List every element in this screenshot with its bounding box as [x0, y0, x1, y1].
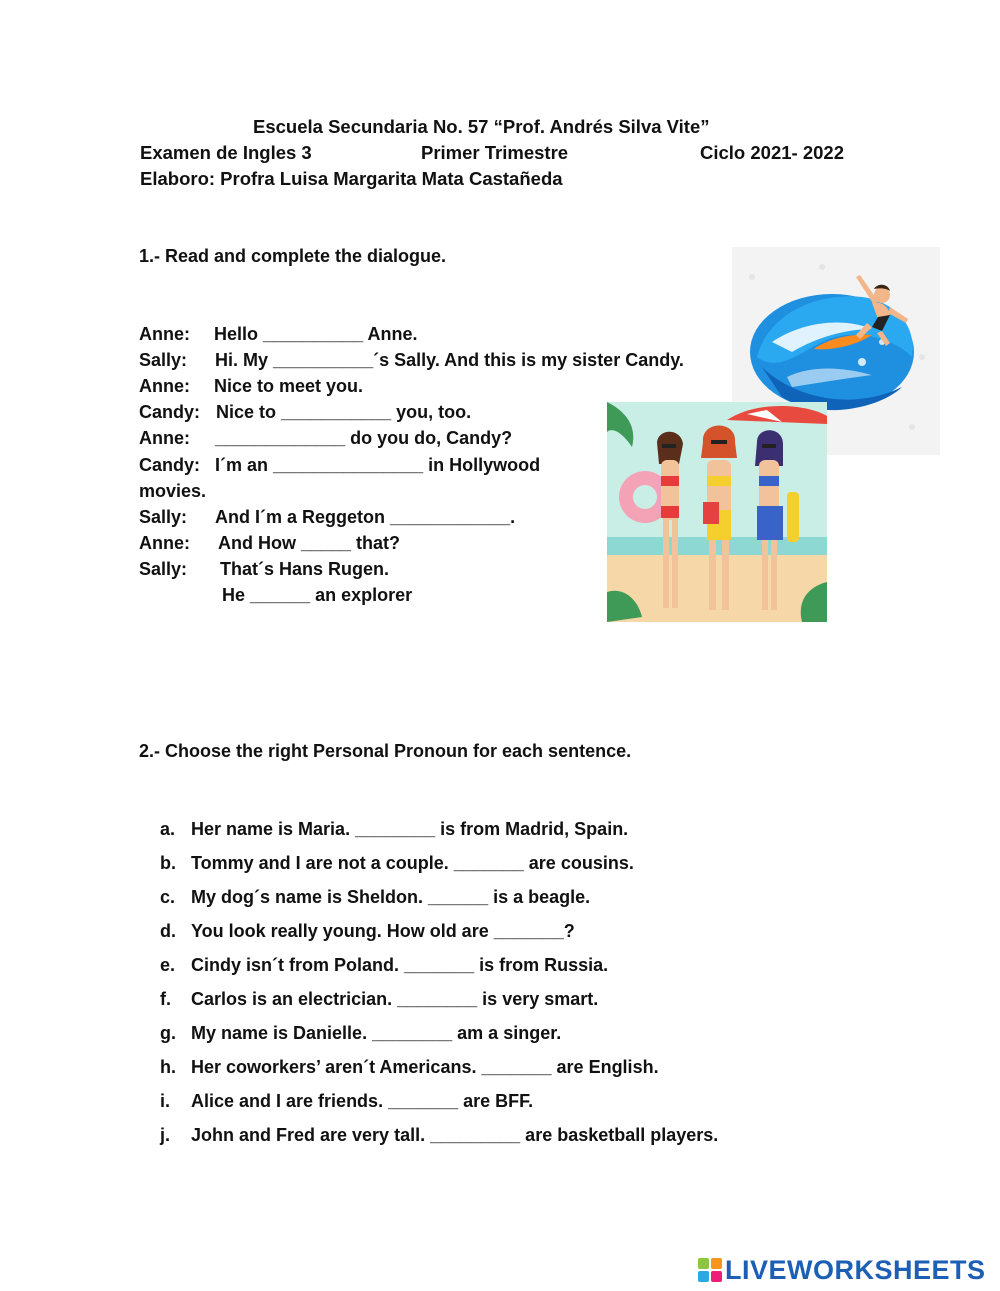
item-letter: e.	[160, 955, 176, 975]
section2-title: 2.- Choose the right Personal Pronoun for each sentence.	[139, 741, 632, 761]
item-letter: d.	[160, 921, 176, 941]
dialogue-text: Nice to meet you.	[214, 376, 364, 396]
speaker: Anne:	[139, 376, 190, 396]
school-name: Escuela Secundaria No. 57 “Prof. Andrés Silva Vite”	[253, 116, 710, 137]
item-text: Cindy isn´t from Poland. _______ is from Russia.	[191, 955, 609, 975]
list-item	[160, 887, 590, 908]
logo-text: LIVEWORKSHEETS	[725, 1254, 986, 1285]
list-item	[160, 1091, 533, 1112]
item-letter: h.	[160, 1057, 176, 1077]
item-letter: g.	[160, 1023, 176, 1043]
dialogue-line	[139, 559, 389, 580]
item-text: Her coworkers’ aren´t Americans. _______ are English.	[191, 1057, 659, 1077]
dialogue-text: _____________ do you do, Candy?	[215, 428, 513, 448]
liveworksheets-icon	[698, 1258, 722, 1282]
item-text: You look really young. How old are _______?	[191, 921, 575, 941]
list-item	[160, 1023, 561, 1044]
dialogue-line	[139, 350, 684, 371]
speaker: Sally:	[139, 507, 188, 527]
dialogue-line	[139, 455, 540, 476]
list-item	[160, 819, 628, 840]
dialogue-line	[139, 324, 417, 345]
dialogue-text: I´m an _______________ in Hollywood	[215, 455, 541, 475]
list-item	[160, 1125, 718, 1146]
exam-title: Examen de Ingles 3	[140, 142, 312, 163]
liveworksheets-logo[interactable]	[698, 1254, 986, 1286]
beach-friends-icon	[607, 402, 827, 622]
speaker: Sally:	[139, 350, 188, 370]
list-item	[160, 921, 575, 942]
exam-author: Elaboro: Profra Luisa Margarita Mata Castañeda	[140, 168, 563, 189]
dialogue-text: He ______ an explorer	[222, 585, 413, 605]
list-item	[160, 1057, 659, 1078]
dialogue-text: Hello __________ Anne.	[214, 324, 418, 344]
dialogue-line	[222, 585, 412, 606]
item-letter: j.	[160, 1125, 171, 1145]
speaker: Anne:	[139, 533, 190, 553]
item-text: My name is Danielle. ________ am a singer.	[191, 1023, 562, 1043]
exam-term: Primer Trimestre	[421, 142, 569, 163]
item-text: Alice and I are friends. _______ are BFF.	[191, 1091, 534, 1111]
dialogue-line	[139, 376, 363, 397]
dialogue-line	[139, 481, 206, 502]
dialogue-text: And I´m a Reggeton ____________.	[215, 507, 516, 527]
beach-illustration	[607, 402, 827, 622]
list-item	[160, 989, 598, 1010]
item-text: My dog´s name is Sheldon. ______ is a beagle.	[191, 887, 591, 907]
speaker: Candy:	[139, 402, 201, 422]
speaker: Candy:	[139, 455, 201, 475]
speaker: Anne:	[139, 428, 190, 448]
dialogue-line	[139, 428, 512, 449]
dialogue-line	[139, 533, 400, 554]
item-text: Tommy and I are not a couple. _______ are cousins.	[191, 853, 634, 873]
item-text: Carlos is an electrician. ________ is very smart.	[191, 989, 599, 1009]
speaker: Sally:	[139, 559, 188, 579]
speaker: Anne:	[139, 324, 190, 344]
dialogue-text: Nice to ___________ you, too.	[216, 402, 472, 422]
section1-title: 1.- Read and complete the dialogue.	[139, 246, 447, 266]
dialogue-text: And How _____ that?	[218, 533, 401, 553]
item-text: Her name is Maria. ________ is from Madrid, Spain.	[191, 819, 629, 839]
item-letter: i.	[160, 1091, 171, 1111]
dialogue-text: That´s Hans Rugen.	[220, 559, 390, 579]
item-letter: c.	[160, 887, 176, 907]
dialogue-line	[139, 507, 515, 528]
dialogue-text: Hi. My __________´s Sally. And this is my sister Candy.	[215, 350, 684, 370]
list-item	[160, 853, 634, 874]
item-text: John and Fred are very tall. _________ are basketball players.	[191, 1125, 719, 1145]
dialogue-line	[139, 402, 471, 423]
item-letter: b.	[160, 853, 176, 873]
item-letter: f.	[160, 989, 171, 1009]
dialogue-text: movies.	[139, 481, 207, 501]
exam-cycle: Ciclo 2021- 2022	[700, 142, 844, 163]
list-item	[160, 955, 608, 976]
item-letter: a.	[160, 819, 176, 839]
